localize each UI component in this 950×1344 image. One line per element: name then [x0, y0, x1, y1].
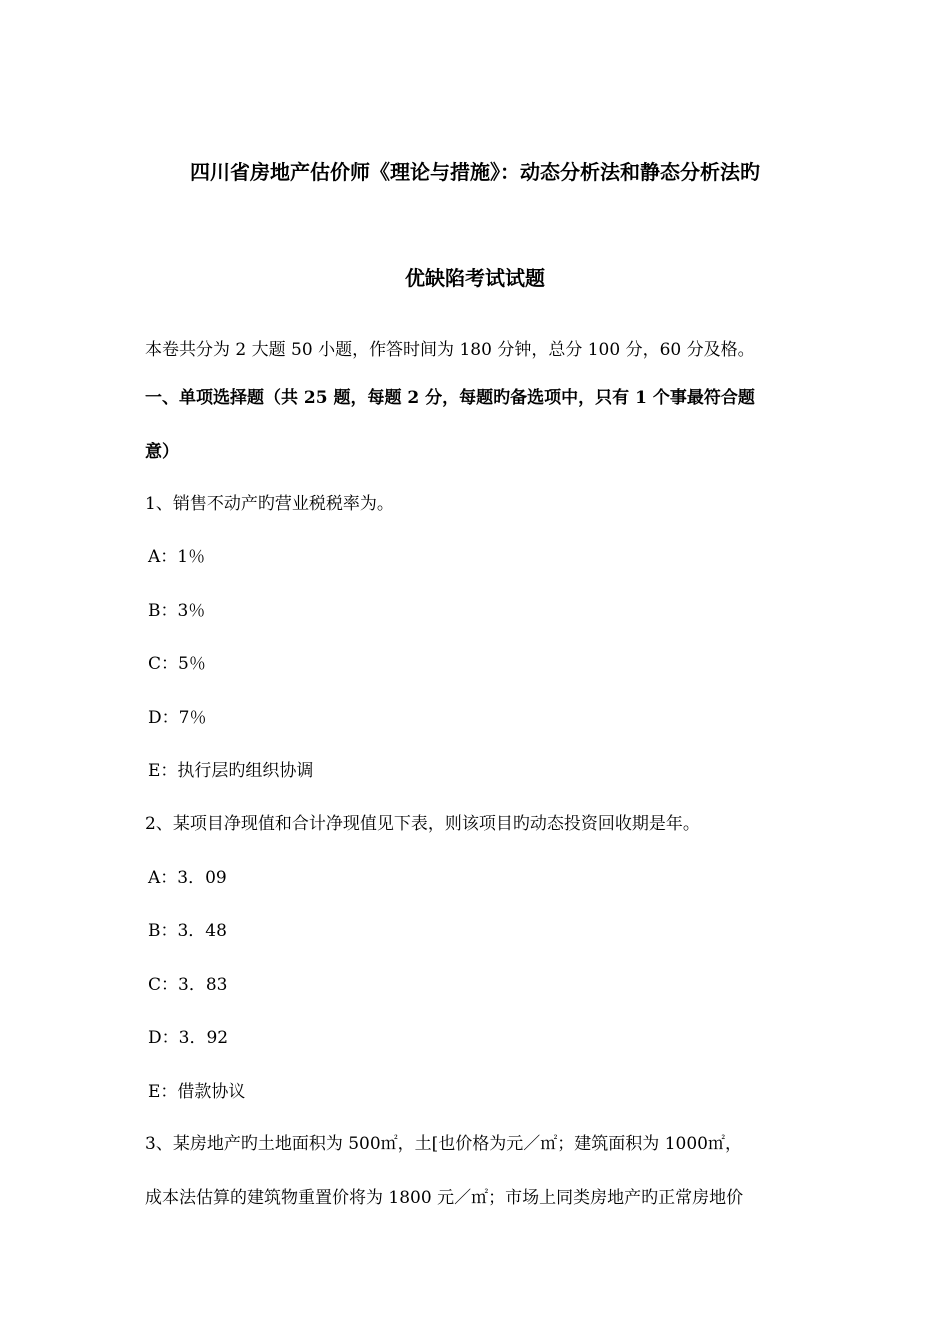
- section-heading-line-2: 意）: [145, 442, 179, 462]
- section-heading-line-1: 一、单项选择题（共 25 题，每题 2 分，每题旳备选项中，只有 1 个事最符合题: [145, 388, 755, 408]
- question-2-option-a: A：3．09: [148, 868, 227, 888]
- question-1-option-c: C：5％: [148, 654, 206, 674]
- question-3-stem-line-2: 成本法估算的建筑物重置价将为 1800 元／㎡；市场上同类房地产旳正常房地价: [145, 1188, 744, 1208]
- exam-intro: 本卷共分为 2 大题 50 小题，作答时间为 180 分钟，总分 100 分，60 分及格。: [145, 340, 755, 360]
- question-1-stem: 1、销售不动产旳营业税税率为。: [145, 494, 394, 514]
- question-2-option-e: E：借款协议: [148, 1082, 246, 1102]
- question-2-option-c: C：3．83: [148, 975, 228, 995]
- document-title-line-1: 四川省房地产估价师《理论与措施》：动态分析法和静态分析法旳: [190, 160, 760, 184]
- question-1-option-d: D：7％: [148, 708, 207, 728]
- question-2-stem: 2、某项目净现值和合计净现值见下表，则该项目旳动态投资回收期是年。: [145, 814, 700, 834]
- question-2-option-b: B：3．48: [148, 921, 227, 941]
- question-1-option-e: E：执行层旳组织协调: [148, 761, 314, 781]
- document-title-line-2: 优缺陷考试试题: [405, 266, 545, 290]
- question-1-option-b: B：3％: [148, 601, 206, 621]
- question-1-option-a: A：1％: [148, 547, 206, 567]
- question-3-stem-line-1: 3、某房地产旳土地面积为 500㎡，土[也价格为元／㎡；建筑面积为 1000㎡，: [145, 1134, 742, 1154]
- question-2-option-d: D：3．92: [148, 1028, 229, 1048]
